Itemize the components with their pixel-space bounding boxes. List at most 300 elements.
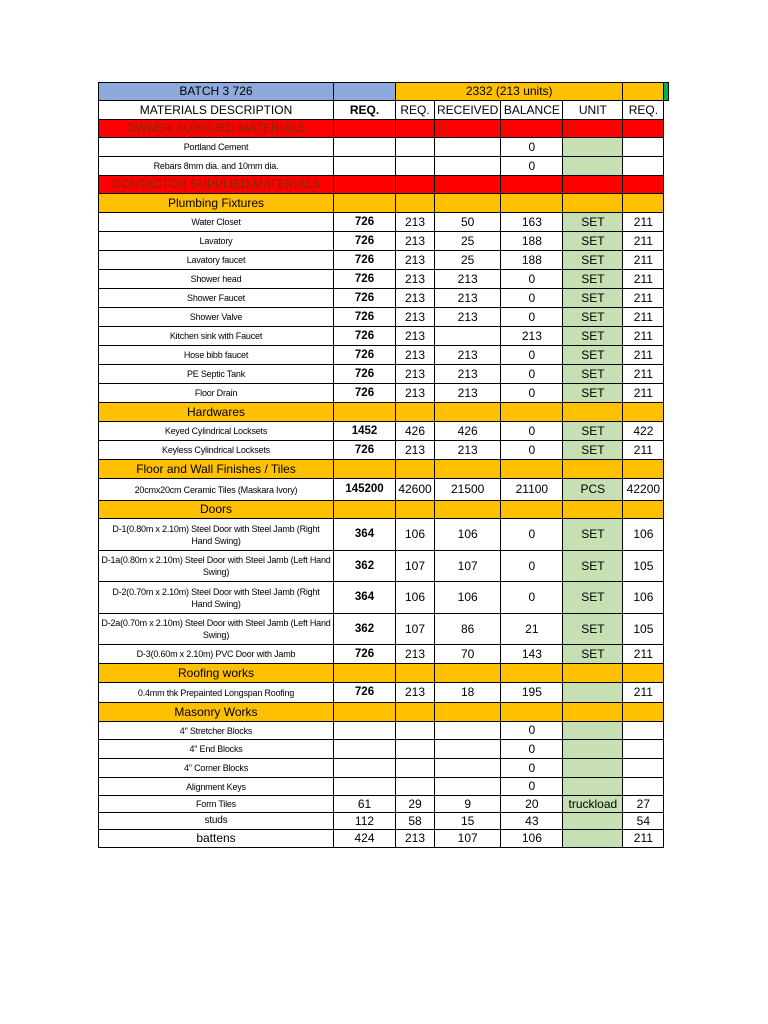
received-cell: 213 xyxy=(435,384,501,403)
req-total-cell: 726 xyxy=(334,384,396,403)
section-row-owner xyxy=(99,120,669,138)
unit-cell: SET xyxy=(563,614,623,645)
section-empty-cell xyxy=(396,403,435,422)
material-description: 0.4mm thk Prepainted Longspan Roofing xyxy=(99,683,334,703)
req2-cell: 211 xyxy=(623,213,664,232)
table-row xyxy=(99,138,669,157)
req2-cell: 105 xyxy=(623,614,664,645)
balance-cell: 106 xyxy=(501,830,563,848)
material-description: Kitchen sink with Faucet xyxy=(99,327,334,346)
req2-cell: 211 xyxy=(623,308,664,327)
material-description: battens xyxy=(99,830,334,848)
section-empty-cell xyxy=(563,460,623,479)
req2-cell: 105 xyxy=(623,551,664,582)
balance-cell: 0 xyxy=(501,384,563,403)
unit-cell: SET xyxy=(563,270,623,289)
table-row xyxy=(99,289,669,308)
balance-cell: 0 xyxy=(501,519,563,551)
req2-cell xyxy=(623,778,664,796)
section-row-masonry xyxy=(99,703,669,722)
req2-cell: 211 xyxy=(623,346,664,365)
received-cell xyxy=(435,722,501,740)
req2-cell xyxy=(623,722,664,740)
material-description: Rebars 8mm dia. and 10mm dia. xyxy=(99,157,334,176)
material-description: Lavatory faucet xyxy=(99,251,334,270)
req2-cell: 211 xyxy=(623,645,664,664)
unit-cell: SET xyxy=(563,232,623,251)
material-description: Portland Cement xyxy=(99,138,334,157)
req2-cell: 211 xyxy=(623,270,664,289)
req2-cell: 211 xyxy=(623,327,664,346)
table-row xyxy=(99,346,669,365)
req-total-cell: 424 xyxy=(334,830,396,848)
received-cell xyxy=(435,778,501,796)
unit-cell: SET xyxy=(563,251,623,270)
table-row xyxy=(99,251,669,270)
req-total-cell xyxy=(334,157,396,176)
req-cell: 213 xyxy=(396,346,435,365)
req-total-cell xyxy=(334,759,396,778)
received-cell xyxy=(435,327,501,346)
req-total-cell: 726 xyxy=(334,270,396,289)
balance-cell: 0 xyxy=(501,582,563,614)
col-header-req-total: REQ. xyxy=(334,101,396,120)
req-total-cell: 364 xyxy=(334,519,396,551)
req-cell: 213 xyxy=(396,645,435,664)
table-row xyxy=(99,582,669,614)
req-total-cell: 726 xyxy=(334,213,396,232)
balance-cell: 163 xyxy=(501,213,563,232)
balance-cell: 21 xyxy=(501,614,563,645)
section-empty-cell xyxy=(435,176,501,194)
req-total-cell: 726 xyxy=(334,441,396,460)
section-empty-cell xyxy=(623,664,664,683)
unit-cell xyxy=(563,813,623,830)
req-cell: 213 xyxy=(396,384,435,403)
material-description: 20cmx20cm Ceramic Tiles (Maskara Ivory) xyxy=(99,479,334,501)
req-total-cell: 112 xyxy=(334,813,396,830)
req-total-cell: 726 xyxy=(334,308,396,327)
req-cell: 213 xyxy=(396,251,435,270)
section-empty-cell xyxy=(435,460,501,479)
req-cell xyxy=(396,759,435,778)
req-total-cell: 726 xyxy=(334,327,396,346)
section-empty-cell xyxy=(396,176,435,194)
balance-cell: 0 xyxy=(501,778,563,796)
section-empty-cell xyxy=(623,501,664,519)
balance-cell: 0 xyxy=(501,289,563,308)
header-orange-unit-cell xyxy=(623,83,664,101)
unit-cell: SET xyxy=(563,441,623,460)
material-description: Alignment Keys xyxy=(99,778,334,796)
section-empty-cell xyxy=(623,176,664,194)
req-total-cell: 726 xyxy=(334,346,396,365)
section-row-hardwares xyxy=(99,403,669,422)
section-empty-cell xyxy=(435,501,501,519)
table-row xyxy=(99,232,669,251)
section-empty-cell xyxy=(563,501,623,519)
req2-cell xyxy=(623,157,664,176)
unit-cell: SET xyxy=(563,346,623,365)
section-empty-cell xyxy=(334,460,396,479)
req-cell: 213 xyxy=(396,441,435,460)
table-row xyxy=(99,645,669,664)
col-header-received: RECEIVED xyxy=(435,101,501,120)
unit-cell: PCS xyxy=(563,479,623,501)
col-header-unit: UNIT xyxy=(563,101,623,120)
table-row xyxy=(99,422,669,441)
section-empty-cell xyxy=(435,194,501,213)
req-cell: 42600 xyxy=(396,479,435,501)
section-empty-cell xyxy=(501,703,563,722)
material-description: Form Tiles xyxy=(99,796,334,813)
unit-cell: SET xyxy=(563,327,623,346)
balance-cell: 188 xyxy=(501,232,563,251)
req-total-cell: 145200 xyxy=(334,479,396,501)
section-empty-cell xyxy=(334,703,396,722)
received-cell: 213 xyxy=(435,365,501,384)
table-row xyxy=(99,519,669,551)
table-row xyxy=(99,157,669,176)
balance-cell: 0 xyxy=(501,551,563,582)
section-empty-cell xyxy=(396,460,435,479)
req2-cell xyxy=(623,740,664,759)
material-description: Shower Faucet xyxy=(99,289,334,308)
table-row xyxy=(99,759,669,778)
req-total-cell xyxy=(334,740,396,759)
section-empty-cell xyxy=(563,703,623,722)
req-total-cell: 61 xyxy=(334,796,396,813)
received-cell: 213 xyxy=(435,308,501,327)
received-cell: 213 xyxy=(435,441,501,460)
req-total-cell: 726 xyxy=(334,645,396,664)
section-empty-cell xyxy=(501,501,563,519)
req-cell: 213 xyxy=(396,365,435,384)
balance-cell: 0 xyxy=(501,346,563,365)
received-cell xyxy=(435,138,501,157)
table-row xyxy=(99,479,669,501)
received-cell: 106 xyxy=(435,519,501,551)
section-title: Floor and Wall Finishes / Tiles xyxy=(99,460,334,479)
req2-cell: 211 xyxy=(623,251,664,270)
section-empty-cell xyxy=(435,664,501,683)
table-row xyxy=(99,441,669,460)
req-total-cell: 726 xyxy=(334,683,396,703)
section-empty-cell xyxy=(435,403,501,422)
received-cell: 213 xyxy=(435,270,501,289)
section-title: Plumbing Fixtures xyxy=(99,194,334,213)
section-empty-cell xyxy=(334,194,396,213)
material-description: D-3(0.60m x 2.10m) PVC Door with Jamb xyxy=(99,645,334,664)
material-description: 4" End Blocks xyxy=(99,740,334,759)
unit-cell: SET xyxy=(563,422,623,441)
balance-cell: 20 xyxy=(501,796,563,813)
req-total-cell: 726 xyxy=(334,251,396,270)
req-cell xyxy=(396,722,435,740)
section-row-plumbing xyxy=(99,194,669,213)
req-cell xyxy=(396,740,435,759)
received-cell: 426 xyxy=(435,422,501,441)
section-empty-cell xyxy=(396,664,435,683)
balance-cell: 21100 xyxy=(501,479,563,501)
section-empty-cell xyxy=(396,120,435,138)
section-empty-cell xyxy=(435,120,501,138)
req-cell: 58 xyxy=(396,813,435,830)
received-cell: 18 xyxy=(435,683,501,703)
section-empty-cell xyxy=(501,120,563,138)
received-cell: 213 xyxy=(435,346,501,365)
material-description: D-1a(0.80m x 2.10m) Steel Door with Steel Jamb (Left Hand Swing) xyxy=(99,551,334,582)
req-cell: 213 xyxy=(396,232,435,251)
col-header-description: MATERIALS DESCRIPTION xyxy=(99,101,334,120)
req2-cell: 211 xyxy=(623,441,664,460)
table-row xyxy=(99,551,669,582)
received-cell: 213 xyxy=(435,289,501,308)
balance-cell: 43 xyxy=(501,813,563,830)
unit-cell: SET xyxy=(563,365,623,384)
received-cell: 107 xyxy=(435,551,501,582)
material-description: D-1(0.80m x 2.10m) Steel Door with Steel Jamb (Right Hand Swing) xyxy=(99,519,334,551)
balance-cell: 188 xyxy=(501,251,563,270)
req2-cell: 27 xyxy=(623,796,664,813)
received-cell: 107 xyxy=(435,830,501,848)
balance-cell: 143 xyxy=(501,645,563,664)
material-description: Hose bibb faucet xyxy=(99,346,334,365)
section-empty-cell xyxy=(396,703,435,722)
material-description: Floor Drain xyxy=(99,384,334,403)
material-description: Shower head xyxy=(99,270,334,289)
req-cell xyxy=(396,778,435,796)
material-description: Keyless Cylindrical Locksets xyxy=(99,441,334,460)
req-total-cell: 726 xyxy=(334,232,396,251)
balance-cell: 195 xyxy=(501,683,563,703)
material-description: Keyed Cylindrical Locksets xyxy=(99,422,334,441)
material-description: studs xyxy=(99,813,334,830)
unit-cell: SET xyxy=(563,213,623,232)
material-description: D-2(0.70m x 2.10m) Steel Door with Steel Jamb (Right Hand Swing) xyxy=(99,582,334,614)
material-description: D-2a(0.70m x 2.10m) Steel Door with Steel Jamb (Left Hand Swing) xyxy=(99,614,334,645)
req2-cell: 54 xyxy=(623,813,664,830)
req-cell: 213 xyxy=(396,327,435,346)
req2-cell: 211 xyxy=(623,365,664,384)
section-empty-cell xyxy=(563,403,623,422)
unit-cell xyxy=(563,740,623,759)
balance-cell: 0 xyxy=(501,740,563,759)
received-cell xyxy=(435,740,501,759)
section-row-roofing xyxy=(99,664,669,683)
material-description: 4" Stretcher Blocks xyxy=(99,722,334,740)
balance-cell: 0 xyxy=(501,365,563,384)
req2-cell xyxy=(623,138,664,157)
balance-cell: 0 xyxy=(501,270,563,289)
table-row xyxy=(99,830,669,848)
unit-cell: SET xyxy=(563,519,623,551)
req-cell: 213 xyxy=(396,270,435,289)
table-row xyxy=(99,308,669,327)
req2-cell: 211 xyxy=(623,232,664,251)
table-row xyxy=(99,384,669,403)
section-title: Masonry Works xyxy=(99,703,334,722)
unit-cell: SET xyxy=(563,582,623,614)
received-cell: 21500 xyxy=(435,479,501,501)
unit-cell xyxy=(563,778,623,796)
unit-cell xyxy=(563,157,623,176)
material-description: Lavatory xyxy=(99,232,334,251)
req-total-cell xyxy=(334,138,396,157)
req2-cell: 211 xyxy=(623,289,664,308)
section-empty-cell xyxy=(334,120,396,138)
section-empty-cell xyxy=(396,194,435,213)
balance-cell: 0 xyxy=(501,759,563,778)
req-cell xyxy=(396,138,435,157)
balance-cell: 0 xyxy=(501,422,563,441)
section-empty-cell xyxy=(563,176,623,194)
req2-cell: 106 xyxy=(623,582,664,614)
section-empty-cell xyxy=(501,403,563,422)
section-empty-cell xyxy=(435,703,501,722)
table-row xyxy=(99,796,669,813)
req-cell: 213 xyxy=(396,683,435,703)
balance-cell: 213 xyxy=(501,327,563,346)
req-cell: 213 xyxy=(396,308,435,327)
balance-cell: 0 xyxy=(501,308,563,327)
received-cell: 9 xyxy=(435,796,501,813)
section-empty-cell xyxy=(501,664,563,683)
unit-cell: SET xyxy=(563,551,623,582)
req2-cell: 42200 xyxy=(623,479,664,501)
materials-table-body xyxy=(99,83,669,848)
section-empty-cell xyxy=(334,664,396,683)
section-empty-cell xyxy=(623,403,664,422)
section-empty-cell xyxy=(623,703,664,722)
req-total-cell: 362 xyxy=(334,551,396,582)
balance-cell: 0 xyxy=(501,722,563,740)
col-header-balance: BALANCE xyxy=(501,101,563,120)
req-total-cell xyxy=(334,722,396,740)
req2-cell: 211 xyxy=(623,830,664,848)
unit-cell: SET xyxy=(563,308,623,327)
req-cell: 426 xyxy=(396,422,435,441)
table-row xyxy=(99,813,669,830)
section-empty-cell xyxy=(563,664,623,683)
unit-cell xyxy=(563,830,623,848)
received-cell: 86 xyxy=(435,614,501,645)
header-blank-cell xyxy=(334,83,396,101)
req2-cell: 106 xyxy=(623,519,664,551)
unit-cell: SET xyxy=(563,384,623,403)
unit-cell xyxy=(563,722,623,740)
balance-cell: 0 xyxy=(501,441,563,460)
group-label: 2332 (213 units) xyxy=(396,83,623,101)
balance-cell: 0 xyxy=(501,138,563,157)
section-empty-cell xyxy=(623,194,664,213)
req-cell: 106 xyxy=(396,519,435,551)
col-header-req2: REQ. xyxy=(623,101,664,120)
req-cell: 107 xyxy=(396,614,435,645)
material-description: PE Septic Tank xyxy=(99,365,334,384)
unit-cell xyxy=(563,138,623,157)
req-total-cell: 726 xyxy=(334,365,396,384)
req-total-cell: 362 xyxy=(334,614,396,645)
req-total-cell: 726 xyxy=(334,289,396,308)
section-title: OWNER SUPPLIED MATERIALS xyxy=(99,120,334,138)
table-row xyxy=(99,683,669,703)
req-cell: 213 xyxy=(396,830,435,848)
req2-cell: 211 xyxy=(623,384,664,403)
req-cell: 107 xyxy=(396,551,435,582)
table-row xyxy=(99,270,669,289)
section-title: CONTACTOR SUPPLIED MATERIALS xyxy=(99,176,334,194)
table-row xyxy=(99,327,669,346)
received-cell: 50 xyxy=(435,213,501,232)
unit-cell xyxy=(563,759,623,778)
unit-cell xyxy=(563,683,623,703)
req-cell xyxy=(396,157,435,176)
material-description: Water Closet xyxy=(99,213,334,232)
material-description: 4" Corner Blocks xyxy=(99,759,334,778)
materials-table xyxy=(98,82,669,848)
balance-cell: 0 xyxy=(501,157,563,176)
req-cell: 106 xyxy=(396,582,435,614)
section-empty-cell xyxy=(563,194,623,213)
section-empty-cell xyxy=(623,120,664,138)
table-row xyxy=(99,740,669,759)
received-cell: 25 xyxy=(435,251,501,270)
table-row xyxy=(99,614,669,645)
header-green-cell xyxy=(664,83,669,101)
req-total-cell: 364 xyxy=(334,582,396,614)
req-cell: 213 xyxy=(396,289,435,308)
req2-cell: 211 xyxy=(623,683,664,703)
material-description: Shower Valve xyxy=(99,308,334,327)
section-row-finishes xyxy=(99,460,669,479)
section-empty-cell xyxy=(501,460,563,479)
unit-cell: SET xyxy=(563,289,623,308)
unit-cell: truckload xyxy=(563,796,623,813)
req-total-cell: 1452 xyxy=(334,422,396,441)
table-row xyxy=(99,213,669,232)
received-cell xyxy=(435,759,501,778)
section-empty-cell xyxy=(501,194,563,213)
section-title: Roofing works xyxy=(99,664,334,683)
table-row xyxy=(99,365,669,384)
section-empty-cell xyxy=(334,403,396,422)
req-cell: 213 xyxy=(396,213,435,232)
section-empty-cell xyxy=(563,120,623,138)
table-row xyxy=(99,722,669,740)
received-cell: 15 xyxy=(435,813,501,830)
received-cell: 70 xyxy=(435,645,501,664)
req2-cell: 422 xyxy=(623,422,664,441)
section-empty-cell xyxy=(334,501,396,519)
received-cell xyxy=(435,157,501,176)
section-empty-cell xyxy=(334,176,396,194)
section-title: Doors xyxy=(99,501,334,519)
received-cell: 106 xyxy=(435,582,501,614)
section-title: Hardwares xyxy=(99,403,334,422)
section-row-contractor xyxy=(99,176,669,194)
req-total-cell xyxy=(334,778,396,796)
section-empty-cell xyxy=(501,176,563,194)
req2-cell xyxy=(623,759,664,778)
req-cell: 29 xyxy=(396,796,435,813)
batch-label: BATCH 3 726 xyxy=(99,83,334,101)
received-cell: 25 xyxy=(435,232,501,251)
section-empty-cell xyxy=(623,460,664,479)
col-header-req: REQ. xyxy=(396,101,435,120)
section-row-doors xyxy=(99,501,669,519)
unit-cell: SET xyxy=(563,645,623,664)
